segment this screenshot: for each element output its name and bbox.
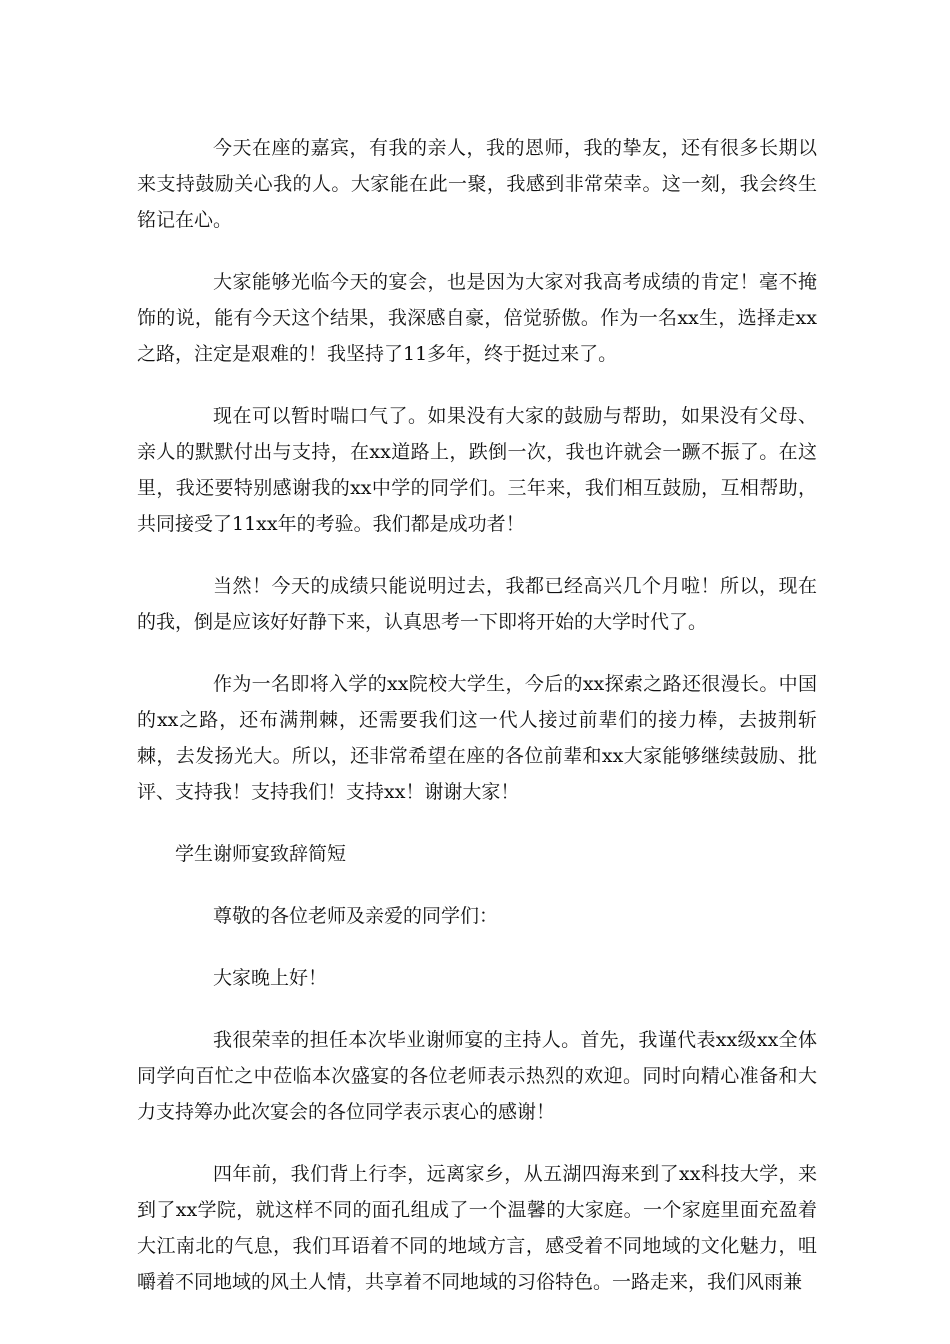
greeting: 大家晚上好！ — [213, 967, 328, 989]
paragraph-3: 现在可以暂时喘口气了。如果没有大家的鼓励与帮助，如果没有父母、亲人的默默付出与支持，在xx道路上，跌倒一次，我也许就会一蹶不振了。在这里，我还要特别感谢我的xx中学的同学们。三年来，我们相互鼓励，互相帮助，共同接受了11xx年的考验。我们都是成功者！ — [137, 405, 817, 535]
paragraph-7: 四年前，我们背上行李，远离家乡，从五湖四海来到了xx科技大学，来到了xx学院，就这样不同的面孔组成了一个温馨的大家庭。一个家庭里面充盈着大江南北的气息，我们耳语着不同的地域方言，感受着不同地域的文化魅力，咀嚼着不同地域的风土人情，共享着不同地域的习俗特色。一路走来，我们风雨兼 — [137, 1163, 817, 1293]
section-title: 学生谢师宴致辞简短 — [175, 843, 347, 865]
document-body — [137, 130, 817, 1326]
paragraph-2: 大家能够光临今天的宴会，也是因为大家对我高考成绩的肯定！毫不掩饰的说，能有今天这个结果，我深感自豪，倍觉骄傲。作为一名xx生，选择走xx之路，注定是艰难的！我坚持了11多年，终于挺过来了。 — [137, 271, 817, 365]
paragraph-4: 当然！今天的成绩只能说明过去，我都已经高兴几个月啦！所以，现在的我，倒是应该好好静下来，认真思考一下即将开始的大学时代了。 — [137, 575, 817, 633]
salutation: 尊敬的各位老师及亲爱的同学们： — [213, 905, 499, 927]
paragraph-1: 今天在座的嘉宾，有我的亲人，我的恩师，我的挚友，还有很多长期以来支持鼓励关心我的人。大家能在此一聚，我感到非常荣幸。这一刻，我会终生铭记在心。 — [137, 137, 817, 231]
paragraph-6: 我很荣幸的担任本次毕业谢师宴的主持人。首先，我谨代表xx级xx全体同学向百忙之中莅临本次盛宴的各位老师表示热烈的欢迎。同时向精心准备和大力支持筹办此次宴会的各位同学表示衷心的感谢！ — [137, 1029, 817, 1123]
paragraph-5: 作为一名即将入学的xx院校大学生，今后的xx探索之路还很漫长。中国的xx之路，还布满荆棘，还需要我们这一代人接过前辈们的接力棒，去披荆斩棘，去发扬光大。所以，还非常希望在座的各位前辈和xx大家能够继续鼓励、批评、支持我！支持我们！支持xx！谢谢大家！ — [137, 673, 817, 803]
